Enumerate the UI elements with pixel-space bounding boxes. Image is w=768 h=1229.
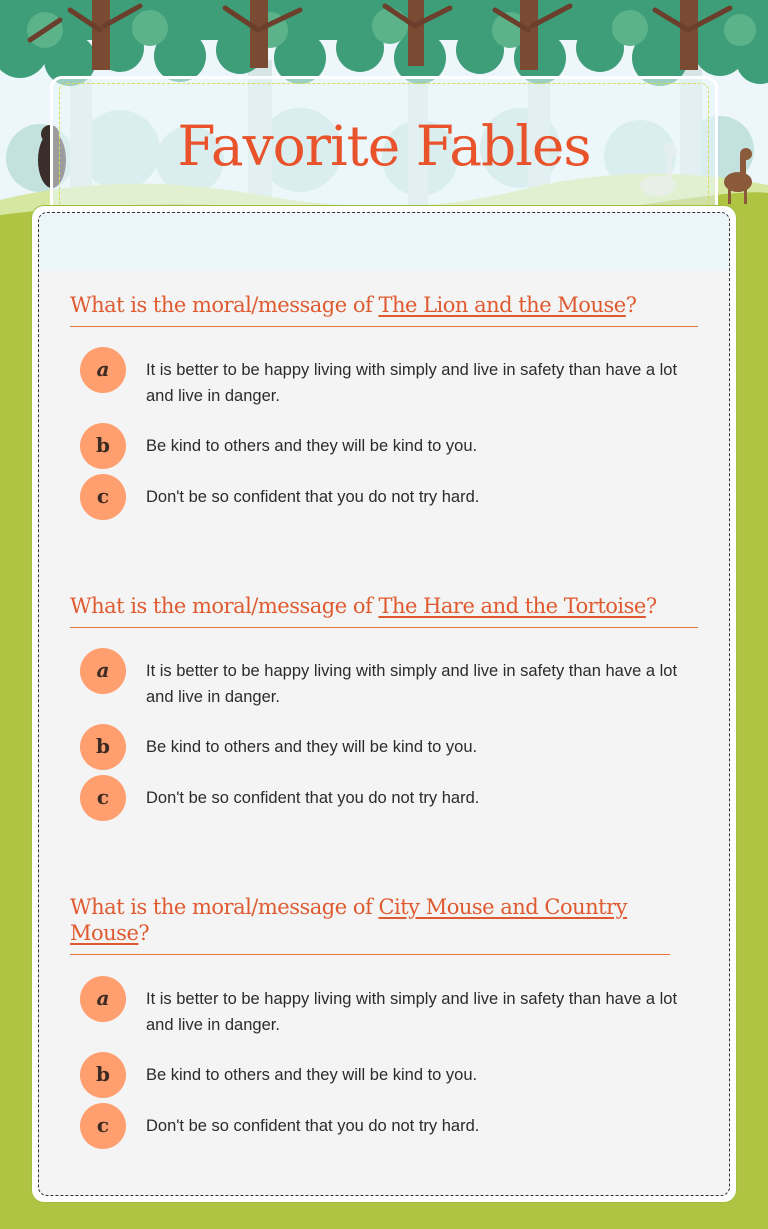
question-suffix: ? [645,594,657,618]
question-prefix: What is the moral/message of [70,895,379,919]
question-prefix: What is the moral/message of [70,293,379,317]
question-2-text [70,593,698,628]
choice-letter-badge: c [80,474,126,520]
question-suffix: ? [625,293,637,317]
story-title: City Mouse and Country Mouse [70,895,628,945]
choice-letter-badge: c [80,775,126,821]
choice-letter-badge: b [80,724,126,770]
choice-letter-badge: b [80,1052,126,1098]
choice-text: Be kind to others and they will be kind to you. [146,1066,478,1084]
question-3-text [70,894,670,955]
choice-letter-badge: b [80,423,126,469]
story-title: The Hare and the Tortoise [378,594,646,618]
question-1 [70,292,698,508]
question-3 [70,894,698,1137]
story-title: The Lion and the Mouse [378,293,626,317]
choice-text: It is better to be happy living with simply and live in safety than have a lot and live in danger. [146,990,678,1034]
choice-text: Be kind to others and they will be kind to you. [146,437,478,455]
choice-letter-badge: a [80,347,126,393]
question-1-text [70,292,698,327]
choice-text: Don't be so confident that you do not try hard. [146,789,480,807]
question-2 [70,593,698,809]
worksheet-header-band [39,213,729,271]
choice-text: It is better to be happy living with simply and live in safety than have a lot and live in danger. [146,662,678,706]
question-prefix: What is the moral/message of [70,594,379,618]
question-suffix: ? [138,921,150,945]
choice-text: Don't be so confident that you do not try hard. [146,488,480,506]
choice-text: Don't be so confident that you do not try hard. [146,1117,480,1135]
choice-letter-badge: a [80,648,126,694]
choice-text: It is better to be happy living with simply and live in safety than have a lot and live in danger. [146,361,678,405]
choice-letter-badge: a [80,976,126,1022]
choice-letter-badge: c [80,1103,126,1149]
page-title: Favorite Fables [177,114,591,178]
choice-text: Be kind to others and they will be kind to you. [146,738,478,756]
